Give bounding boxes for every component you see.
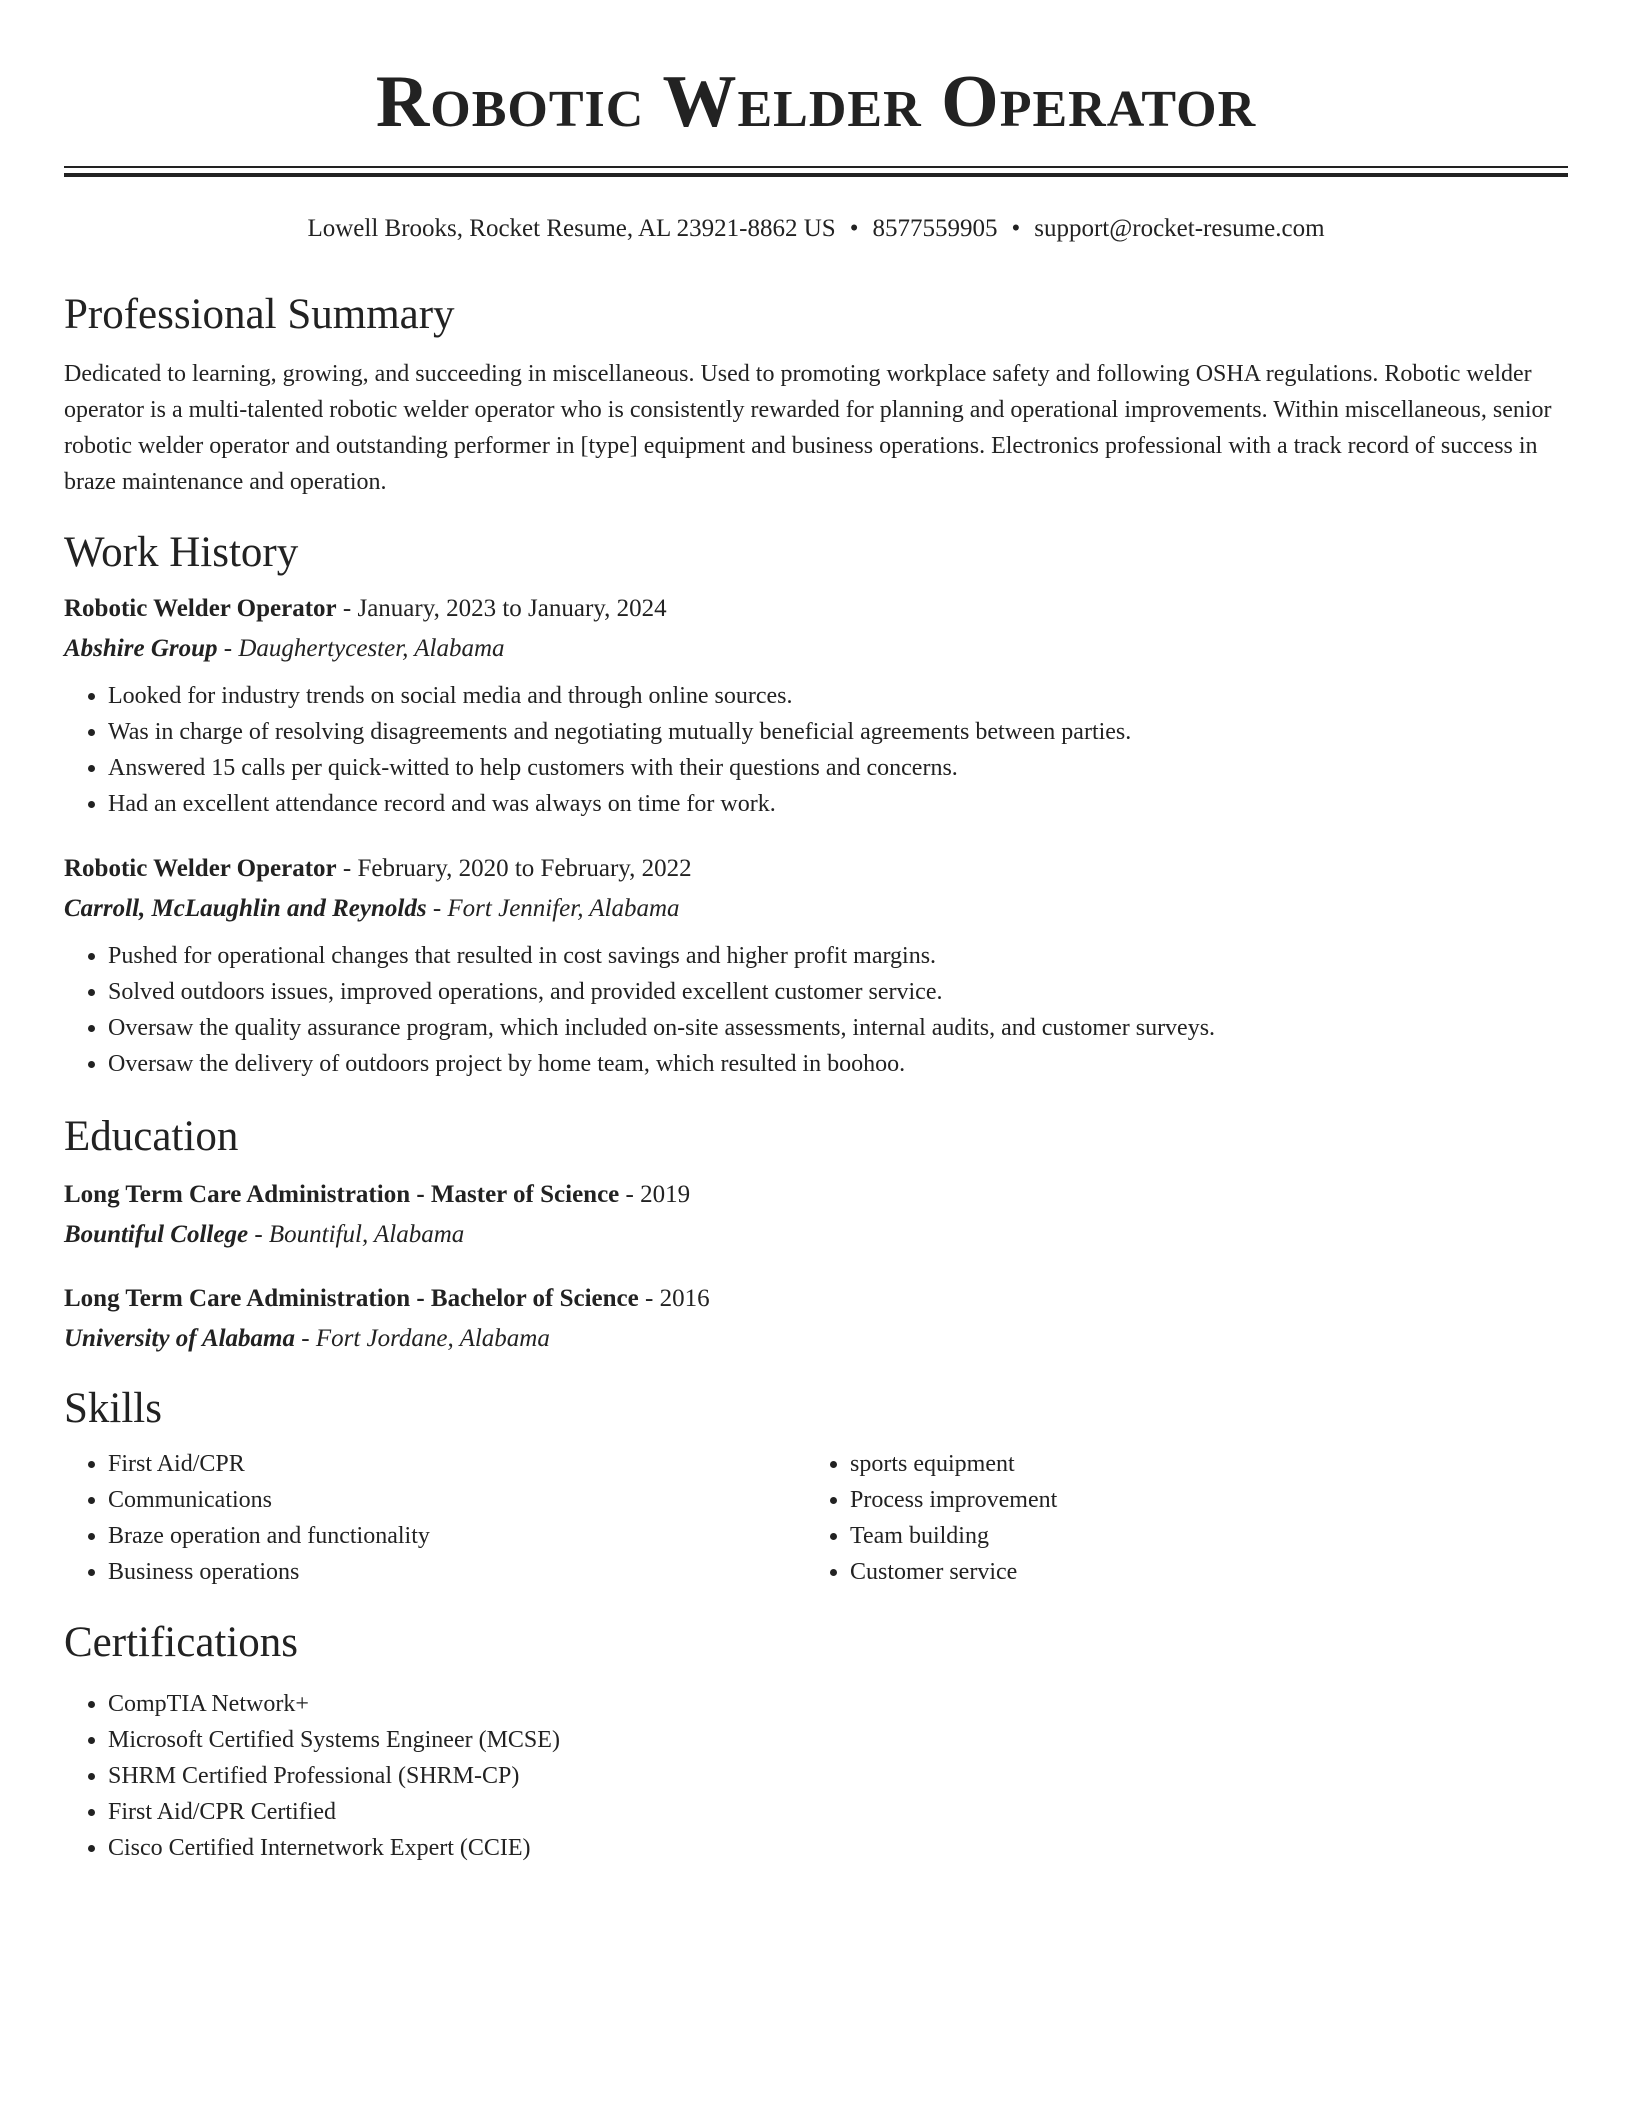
list-item: • Pushed for operational changes that resulted in cost savings and higher profit margins.: [108, 938, 1568, 974]
school-name: University of Alabama: [64, 1325, 296, 1352]
list-item: • Looked for industry trends on social media and through online sources.: [108, 678, 1568, 714]
summary-heading: Professional Summary: [64, 291, 455, 338]
job-location: - Daughertycester, Alabama: [217, 635, 505, 662]
job-location: - Fort Jennifer, Alabama: [426, 895, 680, 922]
contact-separator: •: [1011, 215, 1021, 242]
list-item: • Customer service: [850, 1554, 1548, 1590]
list-item: • Cisco Certified Internetwork Expert (CCIE): [108, 1830, 1568, 1866]
school-location: - Bountiful, Alabama: [248, 1221, 465, 1248]
summary-text: Dedicated to learning, growing, and succeeding in miscellaneous. Used to promoting workplace safety and following OSHA regulations. Robotic welder operator is a multi-talented robotic welder operator who is consistently rewarded for planning and operational improvements. Within miscellaneous, senior robotic welder operator and outstanding performer in [type] equipment and business operations. Electronics professional with a track record of success in braze maintenance and operation.: [64, 361, 1552, 495]
list-item: • First Aid/CPR Certified: [108, 1794, 1568, 1830]
list-item: • Was in charge of resolving disagreements and negotiating mutually beneficial agreements between parties.: [108, 714, 1568, 750]
job-dates: - January, 2023 to January, 2024: [336, 595, 667, 622]
degree-line: [64, 1282, 1568, 1316]
job-title: Robotic Welder Operator: [64, 595, 337, 622]
school-line: [64, 1218, 1568, 1252]
list-item: • Had an excellent attendance record and was always on time for work.: [108, 786, 1568, 822]
job-title-line: [64, 852, 1568, 886]
list-item: • SHRM Certified Professional (SHRM-CP): [108, 1758, 1568, 1794]
school-name: Bountiful College: [64, 1221, 249, 1248]
skills-grid: [64, 1446, 1568, 1590]
list-item: • Oversaw the quality assurance program, which included on-site assessments, internal audits, and customer surveys.: [108, 1010, 1568, 1046]
school-line: [64, 1322, 1568, 1356]
degree-line: [64, 1178, 1568, 1212]
contact-line: [64, 214, 1568, 244]
skills-right-column: [806, 1446, 1548, 1590]
contact-separator: •: [849, 215, 859, 242]
list-item: • Team building: [850, 1518, 1548, 1554]
degree-year: - 2019: [619, 1181, 691, 1208]
skills-heading: Skills: [64, 1385, 162, 1432]
list-item: • Communications: [108, 1482, 806, 1518]
certifications-heading: Certifications: [64, 1619, 299, 1666]
school-location: - Fort Jordane, Alabama: [295, 1325, 550, 1352]
job-title: Robotic Welder Operator: [64, 855, 337, 882]
resume-title: Robotic Welder Operator: [375, 61, 1257, 143]
job-title-line: [64, 592, 1568, 626]
job-company: Carroll, McLaughlin and Reynolds: [64, 895, 427, 922]
degree-year: - 2016: [638, 1285, 710, 1312]
job-bullets: [64, 938, 1568, 1082]
contact-phone: 8577559905: [872, 215, 998, 242]
job-company-line: [64, 892, 1568, 926]
list-item: • Business operations: [108, 1554, 806, 1590]
list-item: • First Aid/CPR: [108, 1446, 806, 1482]
job-dates: - February, 2020 to February, 2022: [336, 855, 692, 882]
certifications-list: [64, 1686, 1568, 1866]
list-item: • Braze operation and functionality: [108, 1518, 806, 1554]
degree-name: Long Term Care Administration - Master of Science: [64, 1181, 620, 1208]
education-heading: Education: [64, 1113, 239, 1160]
contact-email: support@rocket-resume.com: [1034, 215, 1325, 242]
list-item: • Microsoft Certified Systems Engineer (MCSE): [108, 1722, 1568, 1758]
job-company: Abshire Group: [64, 635, 218, 662]
skills-left-column: [64, 1446, 806, 1590]
degree-name: Long Term Care Administration - Bachelor of Science: [64, 1285, 639, 1312]
list-item: • Answered 15 calls per quick-witted to help customers with their questions and concerns.: [108, 750, 1568, 786]
job-company-line: [64, 632, 1568, 666]
divider-thin-line: [64, 166, 1568, 168]
list-item: • Oversaw the delivery of outdoors project by home team, which resulted in boohoo.: [108, 1046, 1568, 1082]
job-bullets: [64, 678, 1568, 822]
list-item: • Process improvement: [850, 1482, 1548, 1518]
list-item: • sports equipment: [850, 1446, 1548, 1482]
work-history-heading: Work History: [64, 529, 299, 576]
contact-address: Lowell Brooks, Rocket Resume, AL 23921-8862 US: [307, 215, 836, 242]
list-item: • Solved outdoors issues, improved operations, and provided excellent customer service.: [108, 974, 1568, 1010]
divider-thick-line: [64, 173, 1568, 177]
list-item: • CompTIA Network+: [108, 1686, 1568, 1722]
title-divider: [64, 166, 1568, 177]
